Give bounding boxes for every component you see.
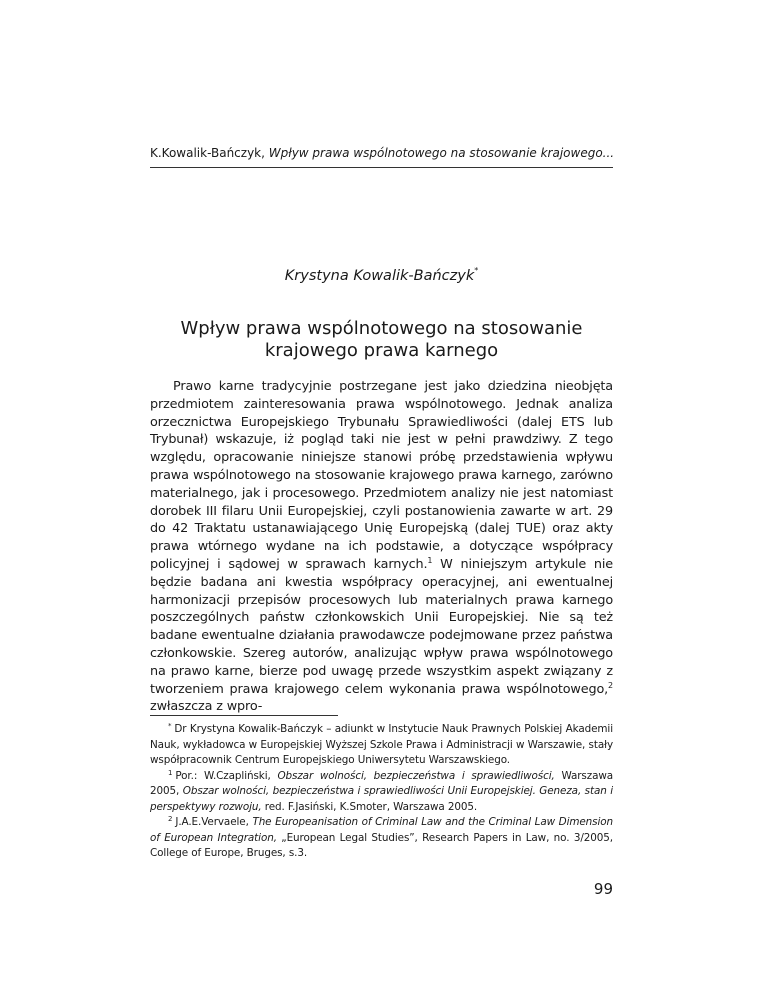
article-author [150,266,613,284]
footnote-2-mark: 2 [168,815,173,823]
page-number: 99 [593,880,613,898]
footnote-1-mid: Warszawa 2005, [150,769,613,797]
footnote-2 [150,815,613,862]
running-head [150,146,613,160]
running-head-author: K.Kowalik-Bańczyk, [150,146,265,160]
footnotes [150,722,613,862]
running-head-title: Wpływ prawa wspólnotowego na stosowanie krajowego... [268,146,615,160]
footnote-star-text: Dr Krystyna Kowalik-Bańczyk – adiunkt w Instytucie Nauk Prawnych Polskiej Akademii Nauk, wykładowca w Europejskiej Wyższej Szkole Prawa i Administracji w Warszawie, stały współpracownik Centrum Europejskiego Uniwersytetu Warszawskiego. [150,723,613,766]
footnote-star [150,722,613,769]
body-text-part1: Prawo karne tradycyjnie postrzegane jest jako dziedzina nieobjęta przedmiotem zainteresowania prawa wspólnotowego. Jednak analiza orzecznictwa Europejskiego Trybunału Sprawiedliwości (dalej ETS lub Trybunał) wskazuje, iż pogląd taki nie jest w pełni prawdziwy. Z tego względu, opracowanie niniejsze stanowi próbę przedstawienia wpływu prawa wspólnotowego na stosowanie krajowego prawa karnego, zarówno materialnego, jak i procesowego. Przedmiotem analizy nie jest natomiast dorobek III filaru Unii Europejskiej, czyli postanowienia zawarte w art. 29 do 42 Traktatu ustanawiającego Unię Europejską (dalej TUE) oraz akty prawa wtórnego wydane na ich podstawie, a dotyczące współpracy policyjnej i sądowej w sprawach karnych. [150,379,613,572]
footnote-2-italic: The Europeanisation of Criminal Law and the Criminal Law Dimension of European Integration, [150,816,613,844]
footnote-1 [150,769,613,816]
article-title-line1: Wpływ prawa wspólnotowego na stosowanie [180,318,583,339]
header-rule [150,167,613,168]
footnote-1-prefix: Por.: W.Czapliński, [175,769,278,782]
author-footnote-mark: * [474,266,479,275]
body-text-part3: zwłaszcza z wpro- [150,699,263,715]
footnote-separator [150,715,338,716]
footnote-2-prefix: J.A.E.Vervaele, [175,816,253,828]
author-name: Krystyna Kowalik-Bańczyk [284,268,475,284]
footnote-1-italic-2: Obszar wolności, bezpieczeństwa i sprawiedliwości Unii Europejskiej. Geneza, stan i perspektywy rozwoju, [150,785,614,813]
footnote-1-mark: 1 [168,768,173,777]
footnote-star-mark: * [168,722,172,730]
body-text-part2: W niniejszym artykule nie będzie badana ani kwestia współpracy operacyjnej, ani ewentualnej harmonizacji przepisów procesowych lub materialnych prawa karnego poszczególnych państw członkowskich Unii Europejskiej. Nie są też badane ewentualne działania prawodawcze podejmowane przez państwa członkowskie. Szereg autorów, analizując wpływ prawa wspólnotowego na prawo karne, bierze pod uwagę przede wszystkim aspekt związany z tworzeniem prawa krajowego celem wykonania prawa wspólnotowego, [150,556,614,697]
footnote-2-suffix: „European Legal Studies”, Research Papers in Law, no. 3/2005, College of Europe, Bruges, s.3. [150,831,614,859]
footnote-1-suffix: red. F.Jasiński, K.Smoter, Warszawa 2005. [261,800,478,813]
article-title [150,318,613,362]
article-title-line2: krajowego prawa karnego [264,340,499,361]
body-paragraph [150,378,613,716]
footnote-1-italic-1: Obszar wolności, bezpieczeństwa i sprawiedliwości, [277,769,555,782]
footnote-ref-2: 2 [608,680,613,690]
footnote-ref-1: 1 [427,555,433,565]
